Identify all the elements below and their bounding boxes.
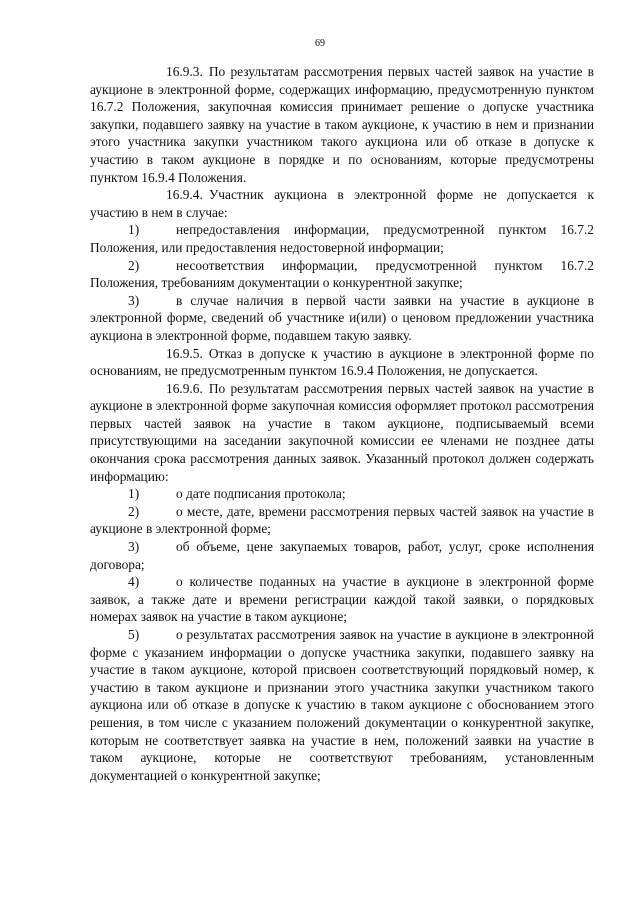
section-text: Отказ в допуске к участию в аукционе в электронной форме по основаниям, не предусмотренным пунктом 16.9.4 Положения, не допускается. bbox=[90, 345, 594, 379]
list-item-number: 2) bbox=[128, 257, 140, 273]
list-item bbox=[90, 257, 594, 292]
list-item-number: 5) bbox=[128, 627, 140, 642]
list-item bbox=[90, 221, 594, 256]
section-number: 16.9.6. bbox=[166, 380, 203, 396]
page-number: 69 bbox=[315, 38, 325, 49]
list-item bbox=[90, 485, 594, 503]
list-item-number: 1) bbox=[128, 486, 140, 502]
list-item-number: 3) bbox=[128, 539, 140, 555]
list-item-text: о результатах рассмотрения заявок на участие в аукционе в электронной форме с указанием информации о допуске участника закупки, подавшего заявку на участие в таком аукционе, которой присвоен соответствующий порядковый номер, к участию в таком аукционе и признании этого участника закупки участником такого аукциона или об отказе в допуске к участию в таком аукционе с обоснованием этого решения, в том числе с указанием положений документации о конкурентной закупке, которым не соответствует заявка на участие в нем, положений заявки на участие в таком аукционе, которые не соответствуют требованиям, установленным документацией о конкурентной закупке; bbox=[90, 627, 594, 783]
section-paragraph bbox=[90, 63, 594, 186]
list-item-text: непредоставления информации, предусмотренной пунктом 16.7.2 Положения, или предоставления недостоверной информации; bbox=[90, 222, 594, 255]
document-body bbox=[90, 63, 594, 784]
list-item-text: о количестве поданных на участие в аукционе в электронной форме заявок, а также дате и времени регистрации каждой такой заявки, о порядковых номерах заявок на участие в таком аукционе; bbox=[90, 574, 594, 625]
list-item-number: 1) bbox=[128, 222, 140, 238]
section-number: 16.9.4. bbox=[166, 187, 203, 203]
section-number: 16.9.3. bbox=[166, 64, 203, 79]
section-number: 16.9.5. bbox=[166, 345, 203, 361]
list-item-text: в случае наличия в первой части заявки на участие в аукционе в электронной форме, сведений об участнике и(или) о ценовом предложении участника аукциона в электронной форме, подавшем такую заявку. bbox=[90, 292, 594, 343]
list-item bbox=[90, 573, 594, 626]
list-item-text: о дате подписания протокола; bbox=[176, 486, 346, 502]
list-item-number: 3) bbox=[128, 292, 140, 308]
list-item bbox=[90, 292, 594, 345]
section-text: По результатам рассмотрения первых частей заявок на участие в аукционе в электронной форме закупочная комиссия оформляет протокол рассмотрения первых частей заявок на участие в таком аукционе, подписываемый всеми присутствующими на заседании закупочной комиссии ее членами не позднее даты окончания срока рассмотрения данных заявок. Указанный протокол должен содержать информацию: bbox=[90, 380, 594, 484]
list-item-text: несоответствия информации, предусмотренной пунктом 16.7.2 Положения, требованиям документации о конкурентной закупке; bbox=[90, 257, 594, 291]
section-paragraph bbox=[90, 380, 594, 486]
list-item bbox=[90, 538, 594, 573]
list-item-number: 2) bbox=[128, 503, 140, 519]
list-item-number: 4) bbox=[128, 574, 140, 590]
section-paragraph bbox=[90, 345, 594, 380]
section-text: По результатам рассмотрения первых частей заявок на участие в аукционе в электронной форме, содержащих информацию, предусмотренную пунктом 16.7.2 Положения, закупочная комиссия принимает решение о допуске участника закупки, подавшего заявку на участие в таком аукционе, к участию в нем и признании этого участника закупки участником такого аукциона или об отказе в допуске к участию в таком аукционе в порядке и по основаниям, которые предусмотрены пунктом 16.9.4 Положения. bbox=[90, 64, 594, 185]
list-item bbox=[90, 503, 594, 538]
list-item-text: об объеме, цене закупаемых товаров, работ, услуг, сроке исполнения договора; bbox=[90, 539, 594, 572]
section-paragraph bbox=[90, 186, 594, 221]
section-text: Участник аукциона в электронной форме не допускается к участию в нем в случае: bbox=[90, 187, 594, 220]
list-item-text: о месте, дате, времени рассмотрения первых частей заявок на участие в аукционе в электронной форме; bbox=[90, 503, 594, 537]
list-item bbox=[90, 626, 594, 784]
